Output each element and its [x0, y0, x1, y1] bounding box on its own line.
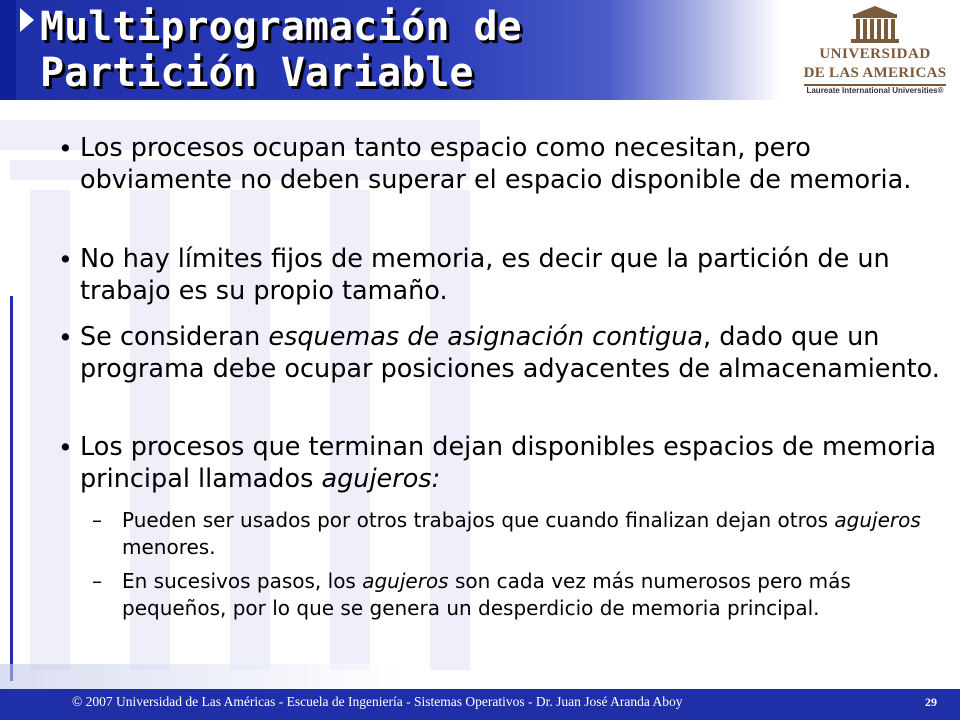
columns-building-icon — [800, 6, 950, 46]
title-banner-edge — [0, 0, 16, 100]
sub-bullet-1 — [122, 507, 942, 560]
bullet-dot-icon: • — [58, 433, 73, 462]
slide-title-line2: Partición Variable — [40, 50, 474, 96]
slide-title — [40, 4, 522, 96]
bullet-1: Los procesos ocupan tanto espacio como necesitan, pero obviamente no deben superar el espacio disponible de memoria. — [80, 133, 912, 195]
sub-bullet-2-emphasis: agujeros — [362, 569, 449, 593]
bullet-4-pre: Los procesos que terminan dejan disponibles espacios de memoria principal llamados — [80, 432, 937, 494]
logo-text-laureate: Laureate International Universities® — [806, 86, 944, 95]
bullet-3-post: , dado que un programa debe ocupar posiciones adyacentes de almacenamiento. — [80, 322, 940, 384]
footer-copyright: © 2007 Universidad de Las Américas - Escuela de Ingeniería - Sistemas Operativos - Dr. Juan José Aranda Aboy — [72, 694, 683, 709]
sub-bullet-2 — [122, 568, 942, 621]
sub-bullet-1-post: menores. — [122, 534, 216, 559]
sub-bullet-dash-icon: – — [92, 508, 102, 532]
footer-gradient — [0, 664, 400, 689]
bullet-4 — [80, 432, 940, 495]
slide-title-line1: Multiprogramación de — [40, 4, 522, 50]
page-number: 29 — [925, 695, 937, 709]
logo-text-de-las-americas: DE LAS AMERICAS — [803, 65, 947, 81]
bullet-2: No hay límites fijos de memoria, es decir que la partición de un trabajo es su propio tamaño. — [80, 244, 890, 306]
sub-bullet-2-pre: En sucesivos pasos, los — [122, 569, 363, 593]
bullet-4-emphasis: agujeros: — [321, 463, 441, 494]
bullet-3-pre: Se consideran — [80, 322, 269, 352]
bullet-dot-icon: • — [58, 134, 73, 163]
left-accent-line — [10, 296, 13, 681]
bullet-3 — [80, 322, 940, 385]
bullet-dot-icon: • — [58, 245, 73, 274]
bullet-dot-icon: • — [58, 323, 73, 352]
sub-bullet-1-pre: Pueden ser usados por otros trabajos que cuando finalizan dejan otros — [122, 508, 835, 532]
title-arrow-icon — [20, 8, 34, 32]
sub-bullet-2-post: son cada vez más numerosos pero más pequeños, por lo que se genera un desperdicio de memoria principal. — [122, 569, 851, 620]
university-logo — [800, 6, 950, 102]
bullet-3-emphasis: esquemas de asignación contigua — [268, 322, 704, 352]
sub-bullet-dash-icon: – — [92, 569, 102, 593]
sub-bullet-1-emphasis: agujeros — [834, 508, 921, 532]
logo-text-universidad: UNIVERSIDAD — [819, 46, 931, 62]
